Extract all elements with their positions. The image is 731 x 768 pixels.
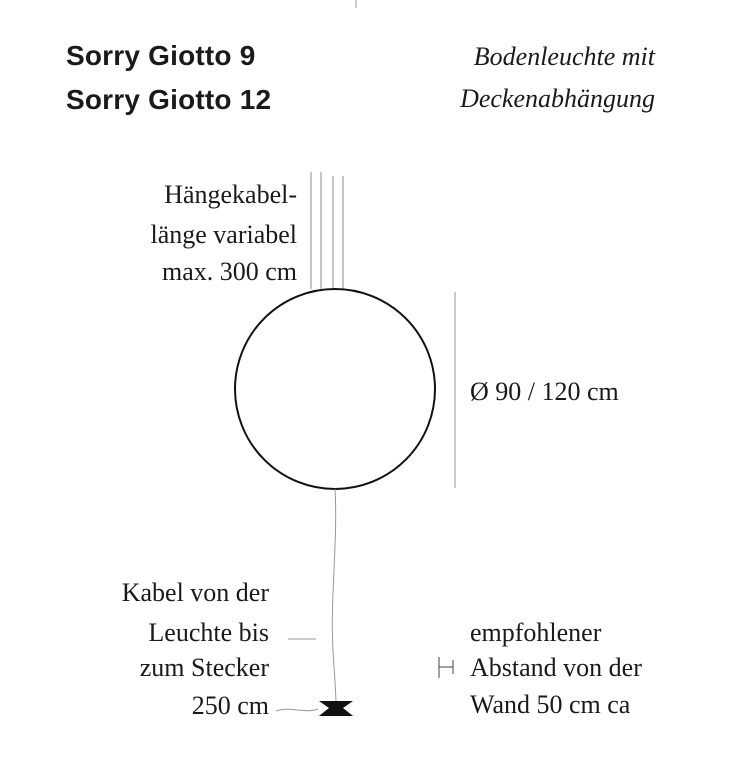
wall-distance-line1: empfohlener [470,618,602,647]
product-title-1: Sorry Giotto 9 [66,40,256,71]
plug-cable-label-line4: 250 cm [191,691,269,720]
product-subtitle-1: Bodenleuchte mit [473,42,655,71]
cable-to-plug [276,709,318,711]
diameter-label: Ø 90 / 120 cm [470,377,619,406]
product-title-2: Sorry Giotto 12 [66,84,272,115]
plug-cable-label-line3: zum Stecker [139,653,269,682]
suspension-cables [311,172,343,289]
lamp-sphere [235,289,435,489]
product-subtitle-2: Deckenabhängung [460,84,655,113]
cable-label-line3: max. 300 cm [161,257,297,286]
wall-distance-mark [439,657,453,678]
cable-label-line1: Hängekabel- [164,180,297,209]
plug-cable-label-line1: Kabel von der [121,578,269,607]
power-cable [332,489,336,706]
cable-label-line2: länge variabel [150,220,297,249]
wall-distance-line3: Wand 50 cm ca [470,690,631,719]
wall-distance-line2: Abstand von der [470,653,642,682]
floor-base [319,701,353,716]
plug-cable-label-line2: Leuchte bis [148,618,269,647]
